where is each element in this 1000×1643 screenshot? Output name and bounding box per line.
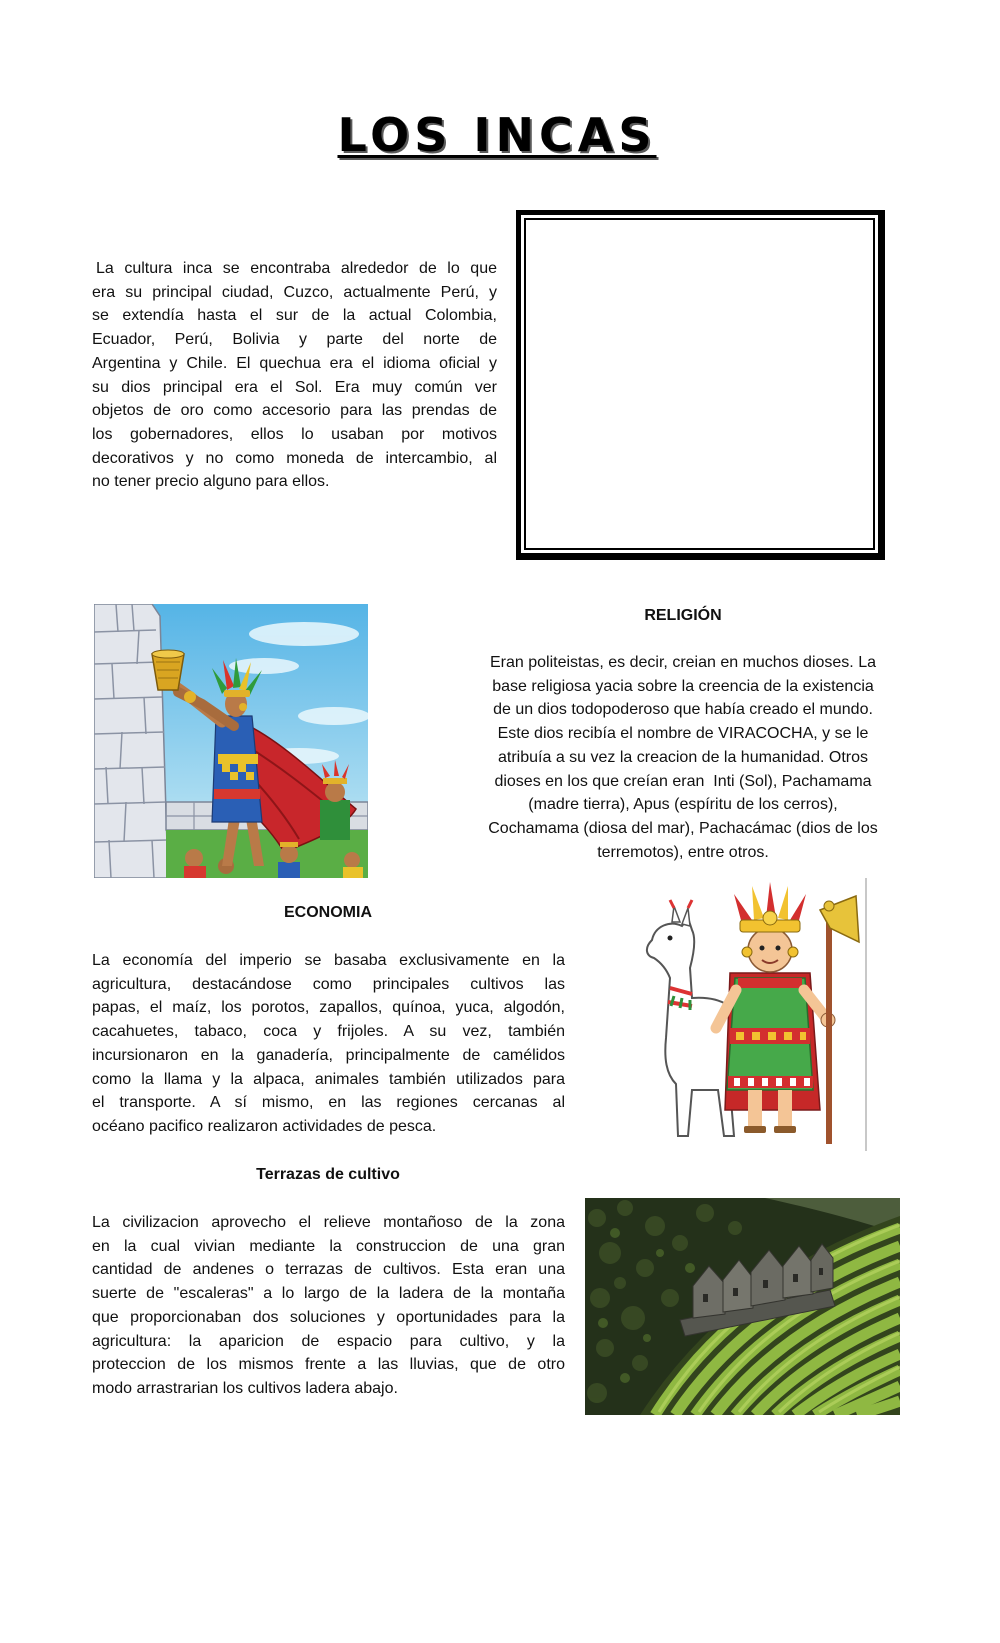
economy-heading: ECONOMIA: [284, 904, 372, 921]
religion-line: (madre tierra), Apus (espíritu de los cerros),: [528, 796, 838, 814]
terraces-line: modo arrastrarian los cultivos ladera abajo.: [92, 1379, 398, 1397]
page-title: LOS INCAS: [337, 108, 657, 162]
economy-line: incursionaron en la ganadería, principalmente de camélidos: [92, 1046, 565, 1064]
economy-line: océano pacifico realizaron actividades de pesca.: [92, 1117, 437, 1135]
intro-line: era su principal ciudad, Cuzco, actualmente Perú, y: [92, 283, 497, 301]
religion-line: Este dios recibía el nombre de VIRACOCHA, y se le: [497, 725, 869, 743]
terraces-line: proteccion de los mismos frente a las lluvias, que de otro: [92, 1356, 565, 1374]
inca-llama-illustration: [630, 878, 870, 1151]
stone-wall: [94, 604, 168, 878]
intro-line: decorativos y no como moneda de intercambio, al: [92, 449, 497, 467]
intro-line: los gobernadores, ellos lo usaban por motivos: [92, 425, 497, 443]
intro-line: no tener precio alguno para ellos.: [92, 473, 330, 491]
terraces-line: cantidad de andenes o terrazas de cultivos. Esta eran una: [92, 1261, 565, 1279]
intro-line: Ecuador, Perú, Bolivia y parte del norte de: [92, 331, 497, 349]
intro-line: La cultura inca se encontraba alrededor de lo que: [96, 260, 497, 277]
terraces-photo: [585, 1198, 900, 1415]
intro-line: se extendía hasta el sur de la actual Colombia,: [92, 307, 497, 325]
terraces-line: agricultura: la aparicion de espacio para cultivo, y la: [92, 1332, 565, 1350]
religion-line: de un dios todopoderoso que había creado el mundo.: [493, 701, 873, 719]
religion-paragraph: [468, 651, 898, 864]
inca-llama-picture: [630, 878, 870, 1151]
religion-line: atribuía a su vez la creacion de la humanidad. Otros: [498, 748, 868, 766]
terraces-line: La civilizacion aprovecho el relieve montañoso de la zona: [92, 1214, 565, 1231]
economy-line: La economía del imperio se basaba exclusivamente en la: [92, 952, 565, 969]
intro-line: objetos de oro como accesorio para las prendas de: [92, 402, 497, 420]
image-frame-inner: [524, 218, 875, 550]
terraces-picture: [585, 1198, 900, 1415]
inca-offering-picture: [94, 604, 368, 878]
economy-line: papas, el maíz, los porotos, zapallos, quínoa, yuca, algodón,: [92, 999, 565, 1017]
economy-paragraph: [92, 949, 565, 1139]
image-frame: [516, 210, 885, 560]
terraces-paragraph: [92, 1211, 565, 1401]
golden-cup: [152, 650, 184, 690]
economy-line: el transporte. A sí mismo, en las regiones cercanas al: [92, 1094, 565, 1112]
religion-line: base religiosa yacia sobre la creencia de la existencia: [492, 677, 874, 695]
intro-line: Argentina y Chile. El quechua era el idioma oficial y: [92, 354, 497, 372]
religion-line: dioses en los que creían eran Inti (Sol), Pachamama: [494, 772, 872, 790]
terraces-heading: Terrazas de cultivo: [256, 1166, 400, 1183]
religion-line: terremotos), entre otros.: [597, 843, 769, 861]
terraces-line: suerte de "escaleras" a lo largo de la ladera de la montaña: [92, 1285, 565, 1303]
economy-line: agricultura, destacándose como principales cultivos las: [92, 975, 565, 993]
terraces-line: que proporcionaban dos soluciones y oportunidades para la: [92, 1308, 565, 1326]
economy-line: cacahuetes, tabaco, coca y frijoles. A su vez, también: [92, 1023, 565, 1041]
intro-paragraph: [92, 257, 497, 494]
terraces-line: en la cual vivian mediante la construccion de una gran: [92, 1237, 565, 1255]
religion-line: Eran politeistas, es decir, creian en muchos dioses. La: [490, 654, 876, 671]
religion-line: Cochamama (diosa del mar), Pachacámac (dios de los: [488, 819, 878, 837]
intro-line: su dios principal era el Sol. Era muy común ver: [92, 378, 497, 396]
economy-line: como la llama y la alpaca, animales también utilizados para: [92, 1070, 565, 1088]
religion-heading: RELIGIÓN: [644, 607, 722, 624]
inca-offering-illustration: [94, 604, 368, 878]
